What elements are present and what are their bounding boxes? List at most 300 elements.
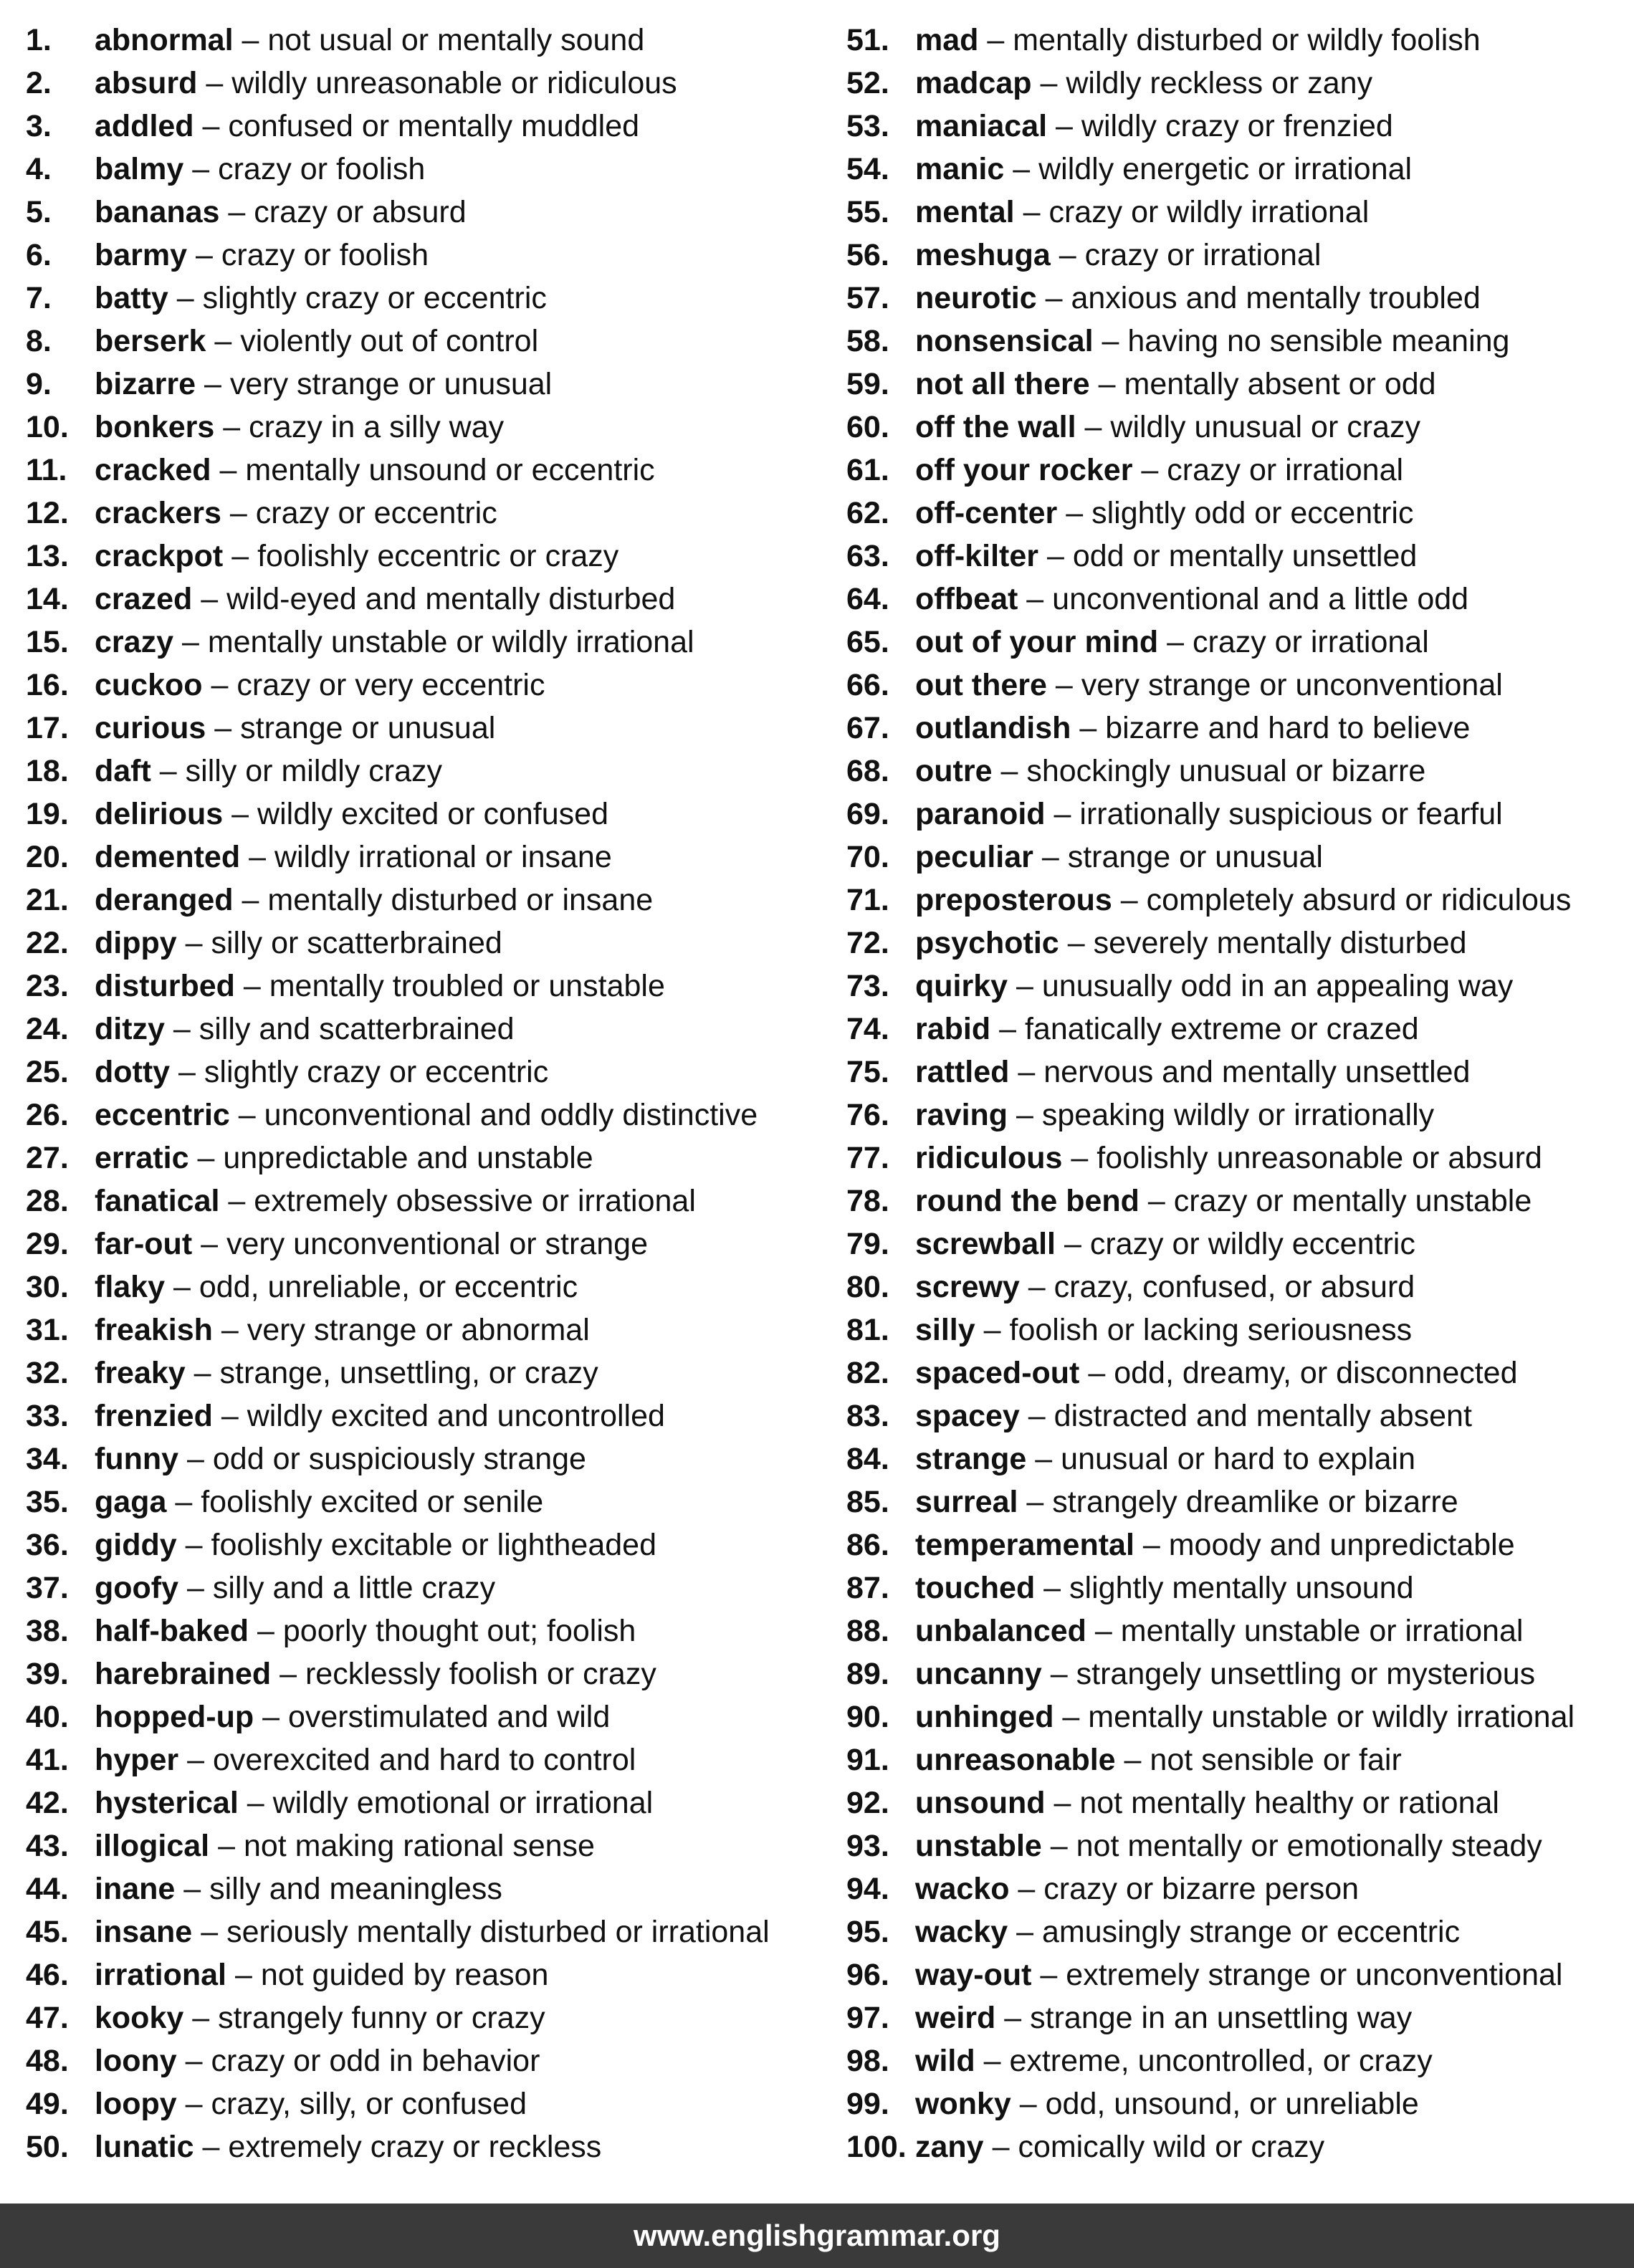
entry-separator: – [1059,238,1076,272]
entry-separator: – [1045,281,1063,315]
entry-text [915,1867,1359,1910]
entry-definition: silly and scatterbrained [199,1012,515,1046]
list-item [846,191,1628,234]
entry-definition: overstimulated and wild [287,1700,611,1734]
entry-definition: amusingly strange or eccentric [1041,1915,1461,1949]
list-item [26,492,828,535]
list-item [846,621,1628,664]
entry-number: 18. [26,754,69,788]
entry-separator: – [206,66,224,100]
entry-word: spacey [915,1399,1020,1433]
entry-text [95,1867,502,1910]
footer-url: www.englishgrammar.org [634,2219,1000,2252]
entry-text [95,62,677,105]
list-item [846,1695,1628,1738]
entry-word: curious [95,711,206,745]
entry-number: 93. [846,1829,889,1863]
entry-text [915,1652,1535,1695]
entry-text [915,1695,1575,1738]
entry-text [915,1094,1434,1137]
entry-word: silly [915,1313,975,1347]
list-item [846,1566,1628,1609]
entry-number: 10. [26,410,69,444]
entry-text [915,1910,1460,1953]
entry-number: 82. [846,1356,889,1390]
entry-separator: – [1050,1657,1068,1691]
entry-word: frenzied [95,1399,213,1433]
entry-separator: – [194,1356,211,1390]
entry-number: 76. [846,1098,889,1132]
entry-number: 40. [26,1700,69,1734]
list-item [26,1996,828,2039]
entry-text [95,1480,543,1523]
entry-text [95,1137,593,1180]
entry-word: funny [95,1442,179,1476]
entry-word: rabid [915,1012,991,1046]
entry-word: nonsensical [915,324,1094,358]
entry-number: 38. [26,1614,69,1648]
entry-text [95,1094,758,1137]
entry-text [95,2125,601,2168]
entry-word: daft [95,754,151,788]
entry-separator: – [187,1743,204,1777]
list-item [846,922,1628,965]
entry-word: rattled [915,1055,1010,1089]
entry-separator: – [192,2001,210,2035]
entry-text [95,1222,648,1265]
list-item [26,1652,828,1695]
entry-separator: – [197,1141,215,1175]
entry-definition: having no sensible meaning [1127,324,1510,358]
entry-definition: violently out of control [240,324,539,358]
entry-number: 73. [846,969,889,1003]
entry-separator: – [257,1614,274,1648]
list-item [26,148,828,191]
entry-text [915,1351,1518,1394]
entry-definition: poorly thought out; foolish [282,1614,636,1648]
entry-text [95,1351,598,1394]
entry-text [915,277,1481,320]
entry-number: 80. [846,1270,889,1304]
list-item [26,621,828,664]
list-item [26,1867,828,1910]
entry-definition: strangely funny or crazy [218,2001,545,2035]
entry-word: hyper [95,1743,179,1777]
entry-definition: slightly crazy or eccentric [202,281,547,315]
entry-text [915,621,1429,664]
entry-definition: distracted and mentally absent [1054,1399,1472,1433]
list-item [846,1437,1628,1480]
list-item [26,2125,828,2168]
list-item [846,965,1628,1008]
entry-word: preposterous [915,883,1112,917]
entry-definition: severely mentally disturbed [1093,926,1467,960]
entry-definition: crazy, silly, or confused [211,2087,527,2121]
list-item [846,363,1628,406]
entry-definition: strange or unusual [240,711,496,745]
list-item [26,1437,828,1480]
entry-definition: unpredictable and unstable [223,1141,593,1175]
entry-word: crazy [95,625,173,659]
list-item [846,1480,1628,1523]
entry-text [95,922,502,965]
entry-separator: – [219,453,237,487]
entry-number: 54. [846,152,889,186]
entry-text [95,1781,653,1824]
entry-definition: crazy, confused, or absurd [1054,1270,1415,1304]
entry-text [95,2082,527,2125]
entry-word: dotty [95,1055,171,1089]
entry-number: 61. [846,453,889,487]
entry-word: bonkers [95,410,215,444]
entry-definition: foolishly excited or senile [201,1485,544,1519]
list-item [846,1652,1628,1695]
list-item [26,1566,828,1609]
entry-definition: crazy or irrational [1193,625,1429,659]
list-item [26,406,828,449]
entry-separator: – [228,1184,246,1218]
entry-text [95,1609,636,1652]
entry-text [95,105,639,148]
list-item [26,105,828,148]
entry-separator: – [178,1055,196,1089]
entry-text [95,492,497,535]
list-item [26,1351,828,1394]
entry-word: raving [915,1098,1008,1132]
entry-number: 48. [26,2044,69,2078]
entry-text [915,19,1481,62]
list-item [846,1222,1628,1265]
entry-word: harebrained [95,1657,272,1691]
list-item [26,1824,828,1867]
list-item [846,836,1628,879]
entry-definition: wildly irrational or insane [274,840,612,874]
entry-text [915,2039,1433,2082]
entry-separator: – [1066,496,1084,530]
entry-number: 63. [846,539,889,573]
entry-separator: – [1028,1270,1046,1304]
entry-text [915,2125,1324,2168]
entry-number: 22. [26,926,69,960]
entry-number: 27. [26,1141,69,1175]
entry-word: out there [915,668,1047,702]
entry-word: weird [915,2001,996,2035]
entry-separator: – [223,410,241,444]
entry-definition: crazy or irrational [1167,453,1404,487]
entry-definition: wild-eyed and mentally disturbed [226,582,676,616]
entry-number: 60. [846,410,889,444]
list-item [846,62,1628,105]
entry-number: 86. [846,1528,889,1562]
entry-definition: bizarre and hard to believe [1105,711,1471,745]
entry-text [95,1953,548,1996]
entry-definition: odd or suspiciously strange [212,1442,586,1476]
entry-separator: – [1064,1227,1081,1261]
list-item [26,1051,828,1094]
entry-number: 45. [26,1915,69,1949]
entry-text [95,1824,595,1867]
entry-word: off-center [915,496,1058,530]
list-item [26,1308,828,1351]
entry-text [915,363,1436,406]
entry-word: hysterical [95,1786,239,1820]
footer-bar [0,2204,1634,2268]
entry-text [95,1437,586,1480]
entry-separator: – [1026,582,1044,616]
entry-separator: – [159,754,177,788]
entry-definition: odd, unreliable, or eccentric [199,1270,578,1304]
entry-word: touched [915,1571,1036,1605]
entry-word: unhinged [915,1700,1054,1734]
entry-separator: – [1054,797,1071,831]
entry-text [915,1394,1472,1437]
entry-number: 75. [846,1055,889,1089]
entry-number: 77. [846,1141,889,1175]
entry-word: off-kilter [915,539,1038,573]
entry-text [915,191,1369,234]
entry-separator: – [1000,754,1018,788]
list-item [846,1265,1628,1308]
entry-word: off the wall [915,410,1076,444]
entry-number: 41. [26,1743,69,1777]
entry-word: freaky [95,1356,186,1390]
entry-definition: wildly crazy or frenzied [1081,109,1393,143]
entry-definition: not mentally or emotionally steady [1076,1829,1542,1863]
entry-number: 69. [846,797,889,831]
entry-number: 55. [846,195,889,229]
entry-word: cuckoo [95,668,203,702]
entry-word: delirious [95,797,224,831]
entry-number: 11. [26,453,67,487]
list-item [846,535,1628,578]
entry-separator: – [1124,1743,1142,1777]
entry-separator: – [1084,410,1102,444]
entry-word: peculiar [915,840,1033,874]
entry-text [95,621,694,664]
list-item [846,148,1628,191]
list-item [846,2082,1628,2125]
entry-text [95,320,538,363]
entry-separator: – [229,496,247,530]
entry-definition: silly and a little crazy [212,1571,496,1605]
entry-definition: wildly energetic or irrational [1038,152,1413,186]
entry-word: zany [915,2130,984,2164]
entry-word: gaga [95,1485,167,1519]
entry-number: 87. [846,1571,889,1605]
entry-text [95,1738,636,1781]
entry-separator: – [202,2130,220,2164]
entry-text [915,492,1413,535]
entry-text [95,1523,656,1566]
entry-word: unsound [915,1786,1046,1820]
entry-separator: – [1040,66,1058,100]
entry-word: neurotic [915,281,1037,315]
entry-word: meshuga [915,238,1051,272]
list-item [26,664,828,707]
list-item [26,750,828,793]
entry-separator: – [280,1657,297,1691]
list-item [846,19,1628,62]
entry-separator: – [1071,1141,1089,1175]
entry-number: 99. [846,2087,889,2121]
entry-number: 92. [846,1786,889,1820]
entry-separator: – [211,668,229,702]
list-item [846,449,1628,492]
entry-number: 30. [26,1270,69,1304]
entry-text [95,406,504,449]
list-item [26,793,828,836]
entry-definition: unconventional and oddly distinctive [264,1098,758,1132]
entry-definition: recklessly foolish or crazy [305,1657,656,1691]
entry-separator: – [175,1485,193,1519]
entry-word: psychotic [915,926,1059,960]
entry-definition: confused or mentally muddled [228,109,640,143]
entry-number: 4. [26,152,52,186]
entry-text [915,1480,1458,1523]
entry-number: 71. [846,883,889,917]
entry-text [95,1910,770,1953]
entry-word: illogical [95,1829,210,1863]
list-item [26,1265,828,1308]
entry-separator: – [983,2044,1001,2078]
list-item [846,1051,1628,1094]
entry-definition: not making rational sense [243,1829,595,1863]
entry-number: 32. [26,1356,69,1390]
entry-word: crazed [95,582,193,616]
list-item [26,965,828,1008]
list-item [26,578,828,621]
entry-text [95,234,429,277]
entry-number: 98. [846,2044,889,2078]
entry-definition: comically wild or crazy [1018,2130,1325,2164]
entry-definition: crazy or odd in behavior [211,2044,540,2078]
entry-text [915,750,1425,793]
list-item [26,707,828,750]
entry-separator: – [202,109,220,143]
entry-word: not all there [915,367,1090,401]
entry-number: 78. [846,1184,889,1218]
entry-definition: mentally troubled or unstable [269,969,665,1003]
list-item [26,879,828,922]
entry-separator: – [214,711,232,745]
entry-number: 17. [26,711,69,745]
entry-definition: moody and unpredictable [1168,1528,1515,1562]
entry-word: screwball [915,1227,1056,1261]
entry-definition: crazy or very eccentric [236,668,545,702]
list-item [26,320,828,363]
entry-text [95,965,665,1008]
entry-number: 74. [846,1012,889,1046]
list-item [846,1738,1628,1781]
list-item [846,320,1628,363]
list-item [846,1008,1628,1051]
entry-text [915,1996,1412,2039]
entry-separator: – [1054,1786,1071,1820]
list-item [26,836,828,879]
entry-separator: – [242,883,259,917]
entry-definition: strange or unusual [1067,840,1323,874]
entry-word: surreal [915,1485,1018,1519]
entry-separator: – [196,238,213,272]
entry-definition: mentally unstable or wildly irrational [207,625,694,659]
entry-word: manic [915,152,1005,186]
entry-separator: – [1043,1571,1061,1605]
entry-definition: wildly unusual or crazy [1110,410,1420,444]
entry-word: batty [95,281,168,315]
entry-separator: – [1018,1055,1036,1089]
entry-text [915,1008,1419,1051]
entry-text [915,1566,1413,1609]
entry-definition: not usual or mentally sound [267,23,645,57]
list-item [846,1867,1628,1910]
entry-number: 94. [846,1872,889,1906]
entry-text [95,191,467,234]
entry-word: barmy [95,238,188,272]
list-item [26,535,828,578]
entry-definition: very unconventional or strange [226,1227,648,1261]
entry-separator: – [1046,539,1064,573]
entry-separator: – [1035,1442,1053,1476]
entry-separator: – [983,1313,1001,1347]
entry-separator: – [218,1829,235,1863]
entry-definition: extremely crazy or reckless [228,2130,602,2164]
entry-number: 1. [26,23,52,57]
entry-word: abnormal [95,23,234,57]
entry-definition: overexcited and hard to control [212,1743,636,1777]
entry-text [915,1738,1402,1781]
list-item [846,2125,1628,2168]
entry-text [95,1008,515,1051]
list-item [846,1094,1628,1137]
entry-number: 56. [846,238,889,272]
entry-separator: – [183,1872,201,1906]
entry-word: offbeat [915,582,1018,616]
entry-separator: – [1019,2087,1037,2121]
entry-definition: anxious and mentally troubled [1071,281,1481,315]
entry-word: giddy [95,1528,177,1562]
entry-number: 46. [26,1958,69,1992]
entry-text [915,1781,1499,1824]
list-item [846,1137,1628,1180]
entry-separator: – [247,1786,264,1820]
entry-word: round the bend [915,1184,1140,1218]
entry-number: 47. [26,2001,69,2035]
list-item [846,277,1628,320]
entry-definition: crazy in a silly way [249,410,505,444]
entry-text [95,1566,495,1609]
entry-definition: seriously mentally disturbed or irrational [226,1915,770,1949]
entry-word: absurd [95,66,198,100]
entry-separator: – [231,797,249,831]
list-item [26,1222,828,1265]
entry-definition: crazy or mentally unstable [1173,1184,1532,1218]
entry-word: kooky [95,2001,184,2035]
list-item [846,234,1628,277]
list-item [26,363,828,406]
entry-number: 85. [846,1485,889,1519]
entry-text [915,1180,1532,1222]
entry-number: 62. [846,496,889,530]
entry-number: 21. [26,883,69,917]
entry-word: lunatic [95,2130,194,2164]
entry-definition: strangely unsettling or mysterious [1076,1657,1536,1691]
entry-definition: mentally unstable or wildly irrational [1088,1700,1575,1734]
entry-text [915,879,1571,922]
list-item [26,449,828,492]
entry-number: 28. [26,1184,69,1218]
entry-word: unstable [915,1829,1042,1863]
entry-text [95,1265,578,1308]
